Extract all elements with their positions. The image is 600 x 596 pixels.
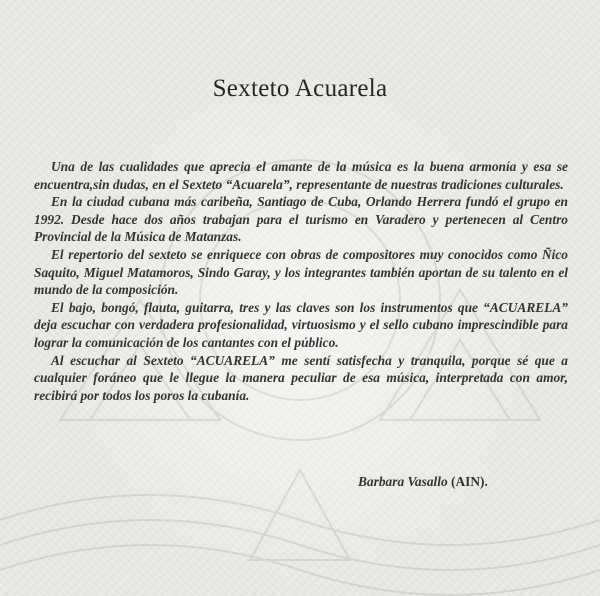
signature-name: Barbara Vasallo <box>358 474 448 489</box>
signature-affiliation: (AIN). <box>451 474 488 489</box>
signature <box>358 474 488 490</box>
paragraph-5: Al escuchar al Sexteto “ACUARELA” me sentí satisfecha y tranquila, porque sé que a cualquier foráneo que le llegue la manera peculiar de esa música, interpretada con amor, recibirá por todos los poros la cubanía. <box>34 352 568 403</box>
paragraph-3: El repertorio del sexteto se enriquece con obras de compositores muy conocidos como Ñico Saquito, Miguel Matamoros, Sindo Garay, y los integrantes también aportan de su talento en el mundo de la composición. <box>34 246 568 298</box>
page-title: Sexteto Acuarela <box>212 74 388 102</box>
paragraph-4: El bajo, bongó, flauta, guitarra, tres y las claves son los instrumentos que “ACUARELA” deja escuchar con verdadera profesionalidad, virtuosismo y el sello cubano imprescindible para lograr la comunicación de los cantantes con el público. <box>34 299 568 350</box>
paragraph-1: Una de las cualidades que aprecia el amante de la música es la buena armonía y esa se encuentra,sin dudas, en el Sexteto “Acuarela”, representante de nuestras tradiciones culturales. <box>34 159 568 192</box>
article-body <box>34 158 568 404</box>
paragraph-2: En la ciudad cubana más caribeña, Santiago de Cuba, Orlando Herrera fundó el grupo en 1992. Desde hace dos años trabajan para el turismo en Varadero y pertenecen al Centro Provincial de la Música de Matanzas. <box>34 194 568 245</box>
